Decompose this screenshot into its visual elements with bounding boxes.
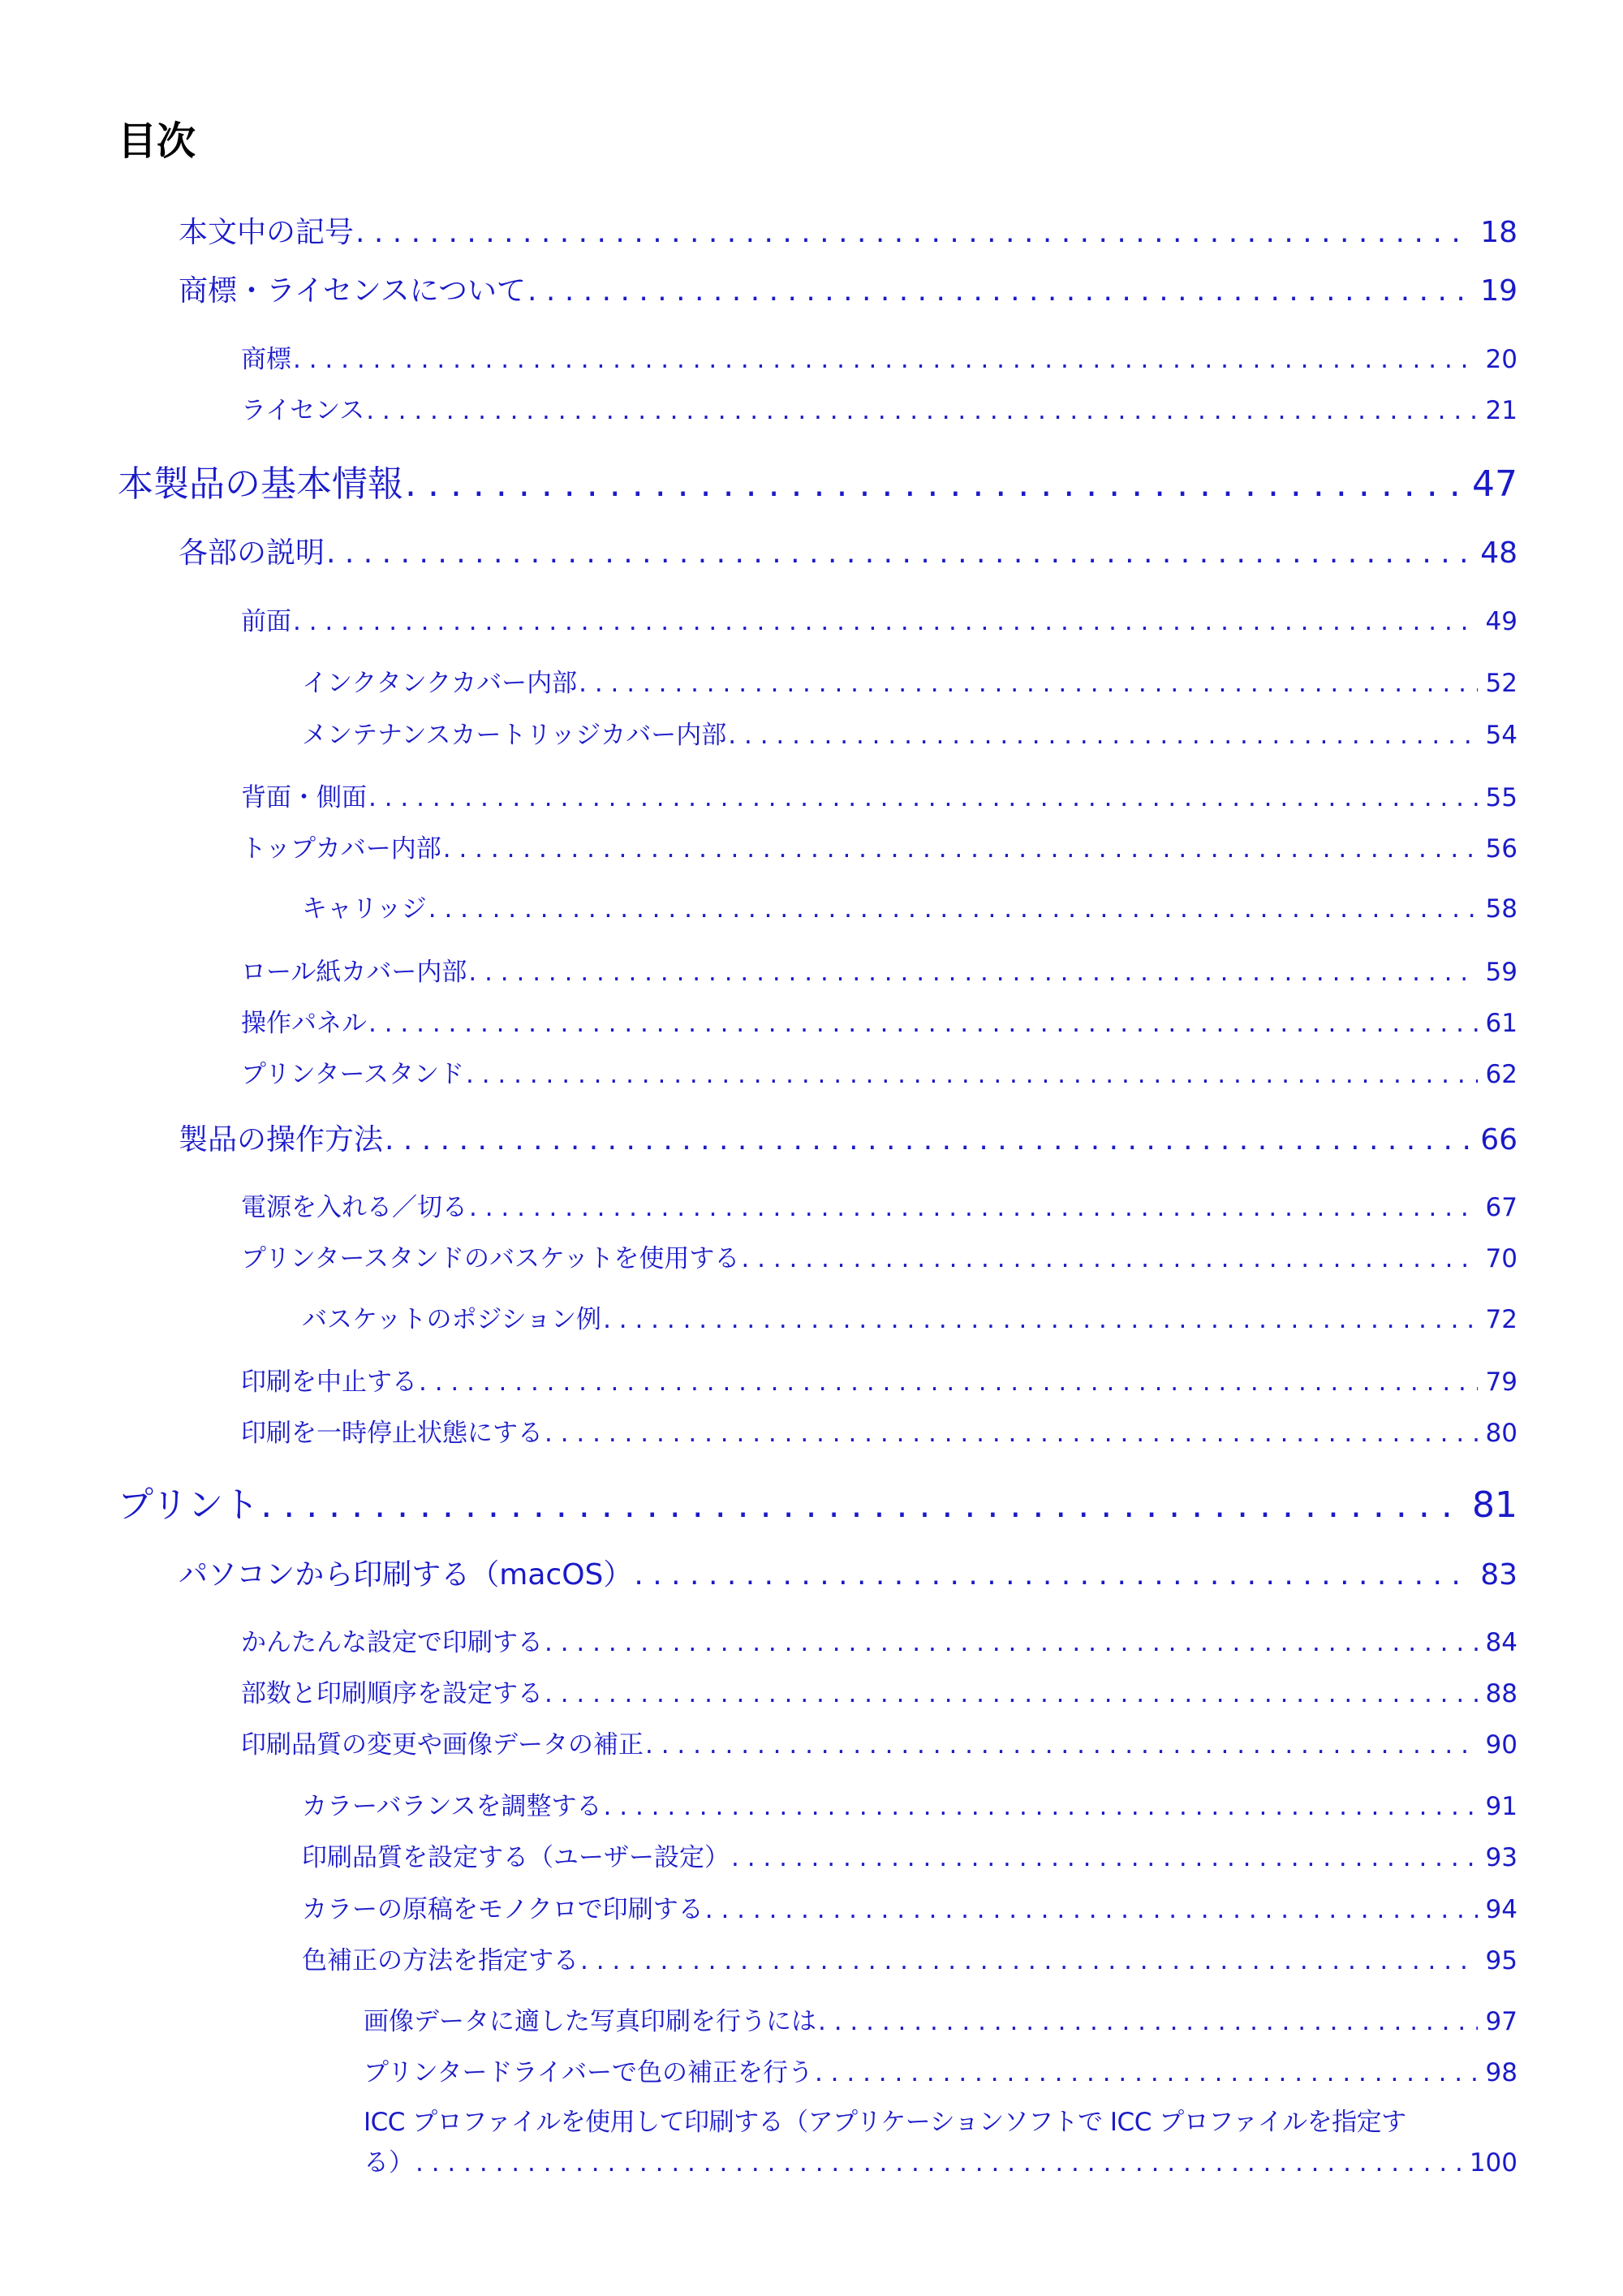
toc-entry[interactable] xyxy=(179,530,1518,571)
dot-leader xyxy=(419,1368,1478,1397)
toc-entry-label: バスケットのポジション例 xyxy=(302,1305,602,1334)
toc-entry-label: カラーの原稿をモノクロで印刷する xyxy=(302,1895,704,1924)
toc-entry[interactable] xyxy=(118,454,1518,506)
dot-leader xyxy=(645,1730,1478,1760)
toc-entry-label: キャリッジ xyxy=(302,894,427,924)
dot-leader xyxy=(818,2007,1478,2036)
toc-entry[interactable] xyxy=(179,268,1518,309)
toc-entry-page: 72 xyxy=(1485,1305,1518,1334)
toc-entry-label: 商標・ライセンスについて xyxy=(179,274,527,308)
toc-entry-page: 47 xyxy=(1472,463,1518,505)
toc-entry[interactable] xyxy=(302,1786,1518,1822)
toc-entry[interactable] xyxy=(302,1940,1518,1976)
toc-entry[interactable] xyxy=(241,951,1518,988)
toc-entry[interactable] xyxy=(302,1837,1518,1873)
toc-entry-page: 19 xyxy=(1480,274,1518,308)
toc-entry-page: 79 xyxy=(1485,1368,1518,1397)
dot-leader xyxy=(634,1558,1472,1592)
toc-entry-page: 67 xyxy=(1485,1193,1518,1222)
dot-leader xyxy=(728,721,1477,750)
dot-leader xyxy=(815,2058,1478,2087)
toc-entry-page: 58 xyxy=(1485,894,1518,924)
toc-entry[interactable] xyxy=(241,828,1518,864)
toc-entry-label: 前面 xyxy=(241,607,291,636)
toc-entry[interactable] xyxy=(241,777,1518,813)
toc-entry-page: 48 xyxy=(1480,536,1518,570)
dot-leader xyxy=(604,1792,1478,1821)
toc-entry-label: 部数と印刷順序を設定する xyxy=(241,1679,543,1708)
toc-entry-page: 83 xyxy=(1480,1558,1518,1592)
toc-entry-label: 画像データに適した写真印刷を行うには xyxy=(364,2007,816,2036)
toc-entry[interactable] xyxy=(241,1622,1518,1658)
dot-leader xyxy=(603,1305,1477,1334)
toc-entry[interactable] xyxy=(364,2001,1518,2037)
dot-leader xyxy=(368,1009,1478,1038)
toc-entry-page: 81 xyxy=(1472,1484,1518,1526)
toc-entry[interactable] xyxy=(364,2052,1518,2088)
dot-leader xyxy=(705,1895,1478,1924)
toc-entry[interactable] xyxy=(302,714,1518,751)
toc-entry-page: 84 xyxy=(1485,1628,1518,1657)
dot-leader xyxy=(527,274,1472,308)
toc-entry-page: 66 xyxy=(1480,1123,1518,1157)
toc-entry-page: 55 xyxy=(1485,783,1518,812)
dot-leader xyxy=(545,1628,1478,1657)
dot-leader xyxy=(468,958,1477,987)
dot-leader xyxy=(469,1193,1478,1222)
toc-entry-page: 62 xyxy=(1485,1060,1518,1089)
toc-entry-label: 色補正の方法を指定する xyxy=(302,1946,579,1975)
toc-entry-page: 59 xyxy=(1485,958,1518,987)
toc-entry-page: 88 xyxy=(1485,1679,1518,1708)
toc-entry-label: 印刷を一時停止状態にする xyxy=(241,1419,543,1448)
toc-entry[interactable] xyxy=(118,1475,1518,1527)
toc-entry-label: 製品の操作方法 xyxy=(179,1123,384,1157)
toc-entry-page: 20 xyxy=(1485,345,1518,374)
toc-entry-page: 54 xyxy=(1485,721,1518,750)
toc-entry-label: かんたんな設定で印刷する xyxy=(241,1628,543,1657)
dot-leader xyxy=(260,1484,1464,1526)
toc-entry[interactable] xyxy=(179,1117,1518,1158)
toc-entry-page: 49 xyxy=(1485,607,1518,636)
toc-entry-label: 印刷を中止する xyxy=(241,1368,417,1397)
toc-entry[interactable] xyxy=(241,1724,1518,1760)
toc-entry-label: インクタンクカバー内部 xyxy=(302,669,578,698)
toc-entry-label: 本製品の基本情報 xyxy=(118,463,403,505)
toc-entry-label-line2: る） xyxy=(364,2148,414,2178)
toc-entry-page: 21 xyxy=(1485,396,1518,425)
toc-entry-page: 70 xyxy=(1485,1244,1518,1273)
toc-entry-label: 操作パネル xyxy=(241,1009,367,1038)
toc-entry[interactable] xyxy=(302,888,1518,924)
toc-entry-page: 94 xyxy=(1485,1895,1518,1924)
toc-entry[interactable] xyxy=(302,662,1518,699)
dot-leader xyxy=(368,783,1478,812)
toc-entry-label: 印刷品質を設定する（ユーザー設定） xyxy=(302,1843,730,1872)
dot-leader xyxy=(293,345,1478,374)
toc-entry-label: ライセンス xyxy=(241,396,365,425)
toc-entry-label: 電源を入れる／切る xyxy=(241,1193,467,1222)
dot-leader xyxy=(466,1060,1478,1089)
dot-leader xyxy=(293,607,1478,636)
toc-entry-label-line1: ICC プロファイルを使用して印刷する（アプリケーションソフトで ICC プロファイルを指定す xyxy=(364,2108,1406,2137)
toc-entry-page: 93 xyxy=(1485,1843,1518,1872)
toc-entry[interactable] xyxy=(241,601,1518,637)
dot-leader xyxy=(545,1679,1478,1708)
toc-entry-label: トップカバー内部 xyxy=(241,834,441,864)
toc-entry-page: 98 xyxy=(1485,2058,1518,2087)
toc-entry-page: 97 xyxy=(1485,2007,1518,2036)
toc-entry-page: 100 xyxy=(1469,2148,1518,2178)
toc-entry-page: 91 xyxy=(1485,1792,1518,1821)
toc-entry-label: プリンタースタンド xyxy=(241,1060,464,1089)
toc-entry-page: 18 xyxy=(1480,216,1518,249)
toc-entry[interactable] xyxy=(241,1673,1518,1709)
dot-leader xyxy=(428,894,1478,924)
toc-entry-label: 各部の説明 xyxy=(179,536,325,570)
toc-entry-label: プリンタードライバーで色の補正を行う xyxy=(364,2058,813,2087)
dot-leader xyxy=(366,396,1477,425)
toc-entry[interactable] xyxy=(179,209,1518,251)
toc-entry-page: 90 xyxy=(1485,1730,1518,1760)
toc-entry-label: プリント xyxy=(118,1484,260,1526)
toc-entry[interactable] xyxy=(241,1412,1518,1449)
dot-leader xyxy=(415,2143,1462,2183)
toc-entry-label: 印刷品質の変更や画像データの補正 xyxy=(241,1730,644,1760)
toc-entry[interactable] xyxy=(241,338,1518,375)
dot-leader xyxy=(580,1946,1478,1975)
dot-leader xyxy=(355,216,1472,249)
dot-leader xyxy=(443,834,1478,864)
dot-leader xyxy=(731,1843,1478,1872)
toc-entry[interactable] xyxy=(302,1299,1518,1335)
toc-entry-page: 61 xyxy=(1485,1009,1518,1038)
toc-entry-label: プリンタースタンドのバスケットを使用する xyxy=(241,1244,740,1273)
toc-entry-label: パソコンから印刷する（macOS） xyxy=(179,1558,633,1592)
toc-entry-label: 本文中の記号 xyxy=(179,216,355,249)
dot-leader xyxy=(326,536,1472,570)
dot-leader xyxy=(579,669,1477,698)
dot-leader xyxy=(405,463,1464,505)
toc-entry[interactable] xyxy=(241,1238,1518,1274)
toc-entry-label: 背面・側面 xyxy=(241,783,367,812)
toc-entry-wrapped[interactable] xyxy=(364,2102,1518,2183)
toc-entry-label: メンテナンスカートリッジカバー内部 xyxy=(302,721,727,750)
toc-entry[interactable] xyxy=(241,390,1518,426)
toc-entry-label: カラーバランスを調整する xyxy=(302,1792,602,1821)
toc-entry-label: 商標 xyxy=(241,345,291,374)
toc-entry-label: ロール紙カバー内部 xyxy=(241,958,467,987)
toc-entry-page: 80 xyxy=(1485,1419,1518,1448)
toc-entry-page: 52 xyxy=(1485,669,1518,698)
toc-entry[interactable] xyxy=(241,1053,1518,1090)
toc-entry[interactable] xyxy=(179,1552,1518,1593)
toc-entry-page: 56 xyxy=(1485,834,1518,864)
page-title: 目次 xyxy=(118,118,196,164)
toc-entry[interactable] xyxy=(241,1002,1518,1039)
dot-leader xyxy=(741,1244,1477,1273)
toc-entry[interactable] xyxy=(302,1889,1518,1925)
toc-entry[interactable] xyxy=(241,1361,1518,1398)
toc-entry[interactable] xyxy=(241,1187,1518,1223)
dot-leader xyxy=(545,1419,1478,1448)
toc-entry-page: 95 xyxy=(1485,1946,1518,1975)
dot-leader xyxy=(385,1123,1472,1157)
